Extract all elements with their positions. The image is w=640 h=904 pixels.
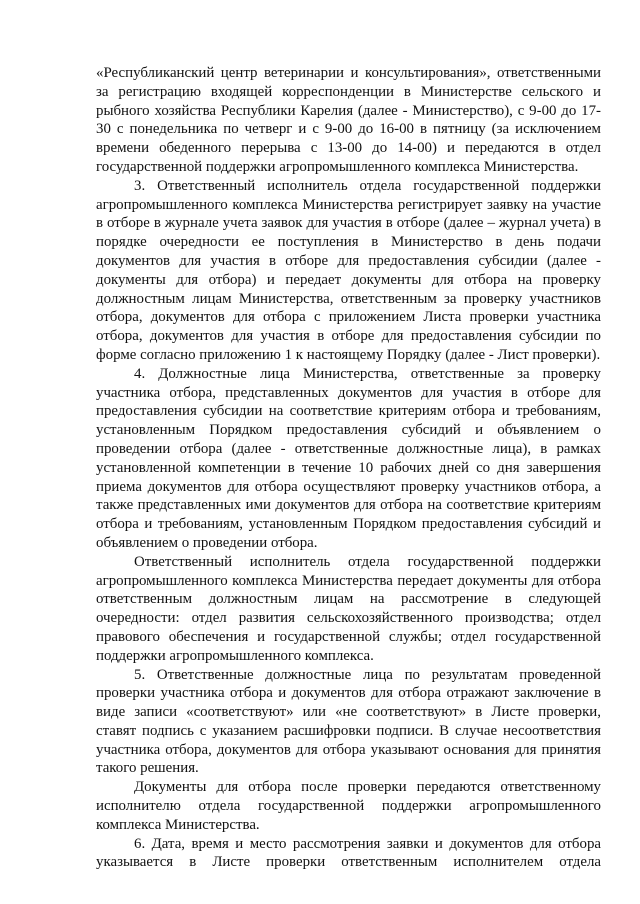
paragraph-4: 4. Должностные лица Министерства, ответственные за проверку участника отбора, представленных документов для участия в отборе для предоставления субсидии на соответствие критериям отбора и требованиям, установленным Порядком предоставления субсидий и объявлением о проведении отбора (далее - ответственные должностные лица), в рамках установленной компетенции в течение 10 рабочих дней со дня завершения приема документов для отбора осуществляют проверку участников отбора, а также представленных ими документов для отбора на соответствие критериям отбора и требованиям, установленным Порядком предоставления субсидий и объявлением о проведении отбора. <box>96 365 601 551</box>
paragraph-4-order: Ответственный исполнитель отдела государственной поддержки агропромышленного комплекса Министерства передает документы для отбора ответственным должностным лицам на рассмотрение в следующей очередности: отдел развития сельскохозяйственного производства; отдел правового обеспечения и государственной службы; отдел государственной поддержки агропромышленного комплекса. <box>96 553 601 664</box>
document-page <box>96 64 601 872</box>
paragraph-intro: «Республиканский центр ветеринарии и консультирования», ответственными за регистрацию входящей корреспонденции в Министерстве сельского и рыбного хозяйства Республики Карелия (далее - Министерство), с 9-00 до 17-30 с понедельника по четверг и с 9-00 до 16-00 в пятницу (за исключением времени обеденного перерыва с 13-00 до 14-00) и передаются в отдел государственной поддержки агропромышленного комплекса Министерства. <box>96 65 601 175</box>
paragraph-5: 5. Ответственные должностные лица по результатам проведенной проверки участника отбора и документов для отбора отражают заключение в виде записи «соответствуют» или «не соответствуют» в Листе проверки, ставят подпись с указанием расшифровки подписи. В случае несоответствия участника отбора, документов для отбора указывают основания для принятия такого решения. <box>96 666 601 777</box>
paragraph-5-transfer: Документы для отбора после проверки передаются ответственному исполнителю отдела государственной поддержки агропромышленного комплекса Министерства. <box>96 779 601 833</box>
paragraph-6: 6. Дата, время и место рассмотрения заявки и документов для отбора указывается в Листе проверки ответственным исполнителем отдела <box>96 835 601 871</box>
paragraph-3: 3. Ответственный исполнитель отдела государственной поддержки агропромышленного комплекса Министерства регистрирует заявку на участие в отборе в журнале учета заявок для участия в отборе (далее – журнал учета) в порядке очередности ее поступления в Министерство в день подачи документов для участия в отборе для предоставления субсидии (далее - документы для отбора) и передает документы для отбора на проверку должностным лицам Министерства, ответственным за проверку участников отбора, документов для отбора с приложением Листа проверки участника отбора, документов для участия в отборе для предоставления субсидии по форме согласно приложению 1 к настоящему Порядку (далее - Лист проверки). <box>96 177 601 363</box>
